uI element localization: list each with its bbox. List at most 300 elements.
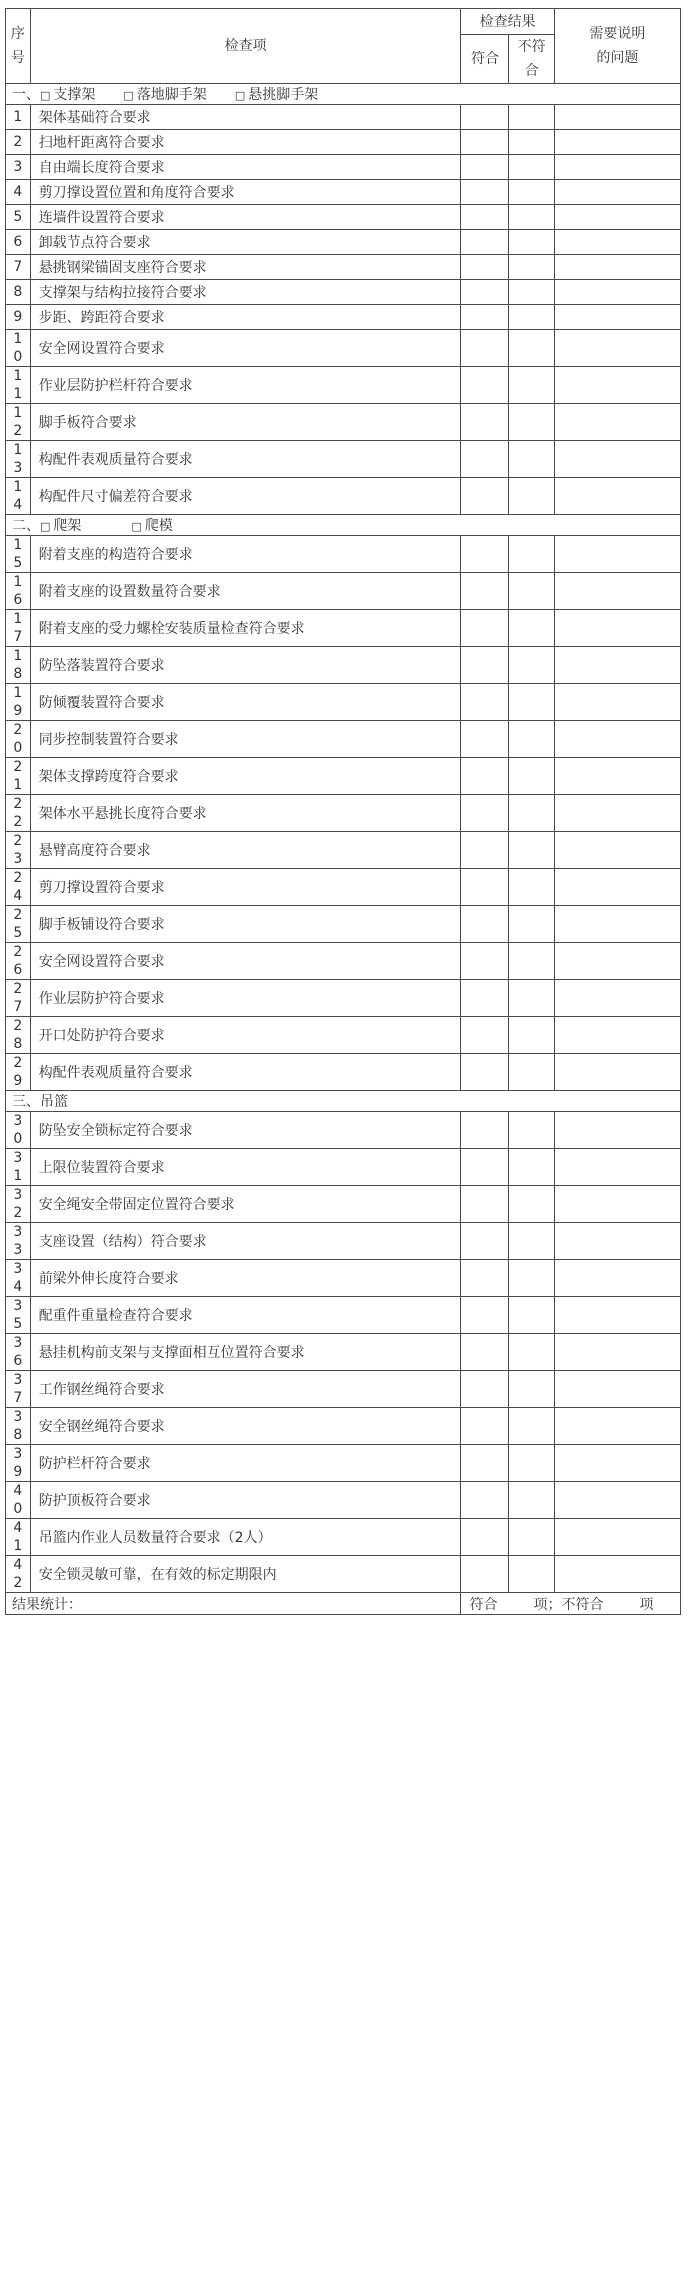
check-item-text: 作业层防护栏杆符合要求 [30, 367, 461, 404]
pass-cell-34[interactable] [461, 1260, 509, 1297]
row-number-digit: 3 [13, 1446, 23, 1462]
row-number-digit: 1 [13, 648, 23, 664]
row-number-digit: 6 [13, 592, 23, 608]
section-prefix: 一、 [12, 87, 40, 103]
table-row [6, 1556, 681, 1593]
row-number-digit: 2 [13, 870, 23, 886]
check-item-text: 构配件表观质量符合要求 [30, 1054, 461, 1091]
fail-cell-23[interactable] [509, 832, 554, 869]
row-number-digit: 9 [13, 309, 23, 325]
row-number-digit: 3 [13, 1261, 23, 1277]
check-item-text: 扫地杆距离符合要求 [30, 130, 461, 155]
fail-cell-8[interactable] [509, 280, 554, 305]
row-number [6, 1223, 31, 1260]
row-number [6, 441, 31, 478]
fail-cell-6[interactable] [509, 230, 554, 255]
checkbox-icon[interactable]: □ [234, 89, 246, 102]
check-item-text: 剪刀撑设置位置和角度符合要求 [30, 180, 461, 205]
notes-cell-23[interactable] [554, 832, 680, 869]
pass-cell-26[interactable] [461, 943, 509, 980]
row-number-digit: 8 [13, 666, 23, 682]
check-item-text: 架体水平悬挑长度符合要求 [30, 795, 461, 832]
notes-cell-2[interactable] [554, 130, 680, 155]
row-number-digit: 1 [13, 574, 23, 590]
check-item-text: 附着支座的受力螺栓安装质量检查符合要求 [30, 610, 461, 647]
row-number-digit: 1 [13, 1168, 23, 1184]
notes-cell-6[interactable] [554, 230, 680, 255]
pass-cell-36[interactable] [461, 1334, 509, 1371]
pass-cell-12[interactable] [461, 404, 509, 441]
row-number-digit: 1 [13, 777, 23, 793]
fail-cell-22[interactable] [509, 795, 554, 832]
pass-cell-7[interactable] [461, 255, 509, 280]
row-number-digit: 3 [13, 1335, 23, 1351]
checkbox-icon[interactable]: □ [123, 89, 134, 102]
notes-cell-14[interactable] [554, 478, 680, 515]
fail-cell-14[interactable] [509, 478, 554, 515]
fail-cell-30[interactable] [509, 1112, 554, 1149]
notes-cell-39[interactable] [554, 1445, 680, 1482]
row-number-digit: 1 [13, 479, 23, 495]
fail-cell-3[interactable] [509, 155, 554, 180]
notes-cell-16[interactable] [554, 573, 680, 610]
row-number-digit: 2 [13, 833, 23, 849]
fail-cell-36[interactable] [509, 1334, 554, 1371]
pass-cell-8[interactable] [461, 280, 509, 305]
notes-cell-25[interactable] [554, 906, 680, 943]
row-number-digit: 2 [13, 722, 23, 738]
row-number [6, 478, 31, 515]
row-number-digit: 0 [13, 1131, 23, 1147]
check-item-text: 安全钢丝绳符合要求 [30, 1408, 461, 1445]
row-number [6, 1408, 31, 1445]
row-number-digit: 5 [13, 555, 23, 571]
section-option[interactable] [131, 515, 172, 535]
row-number-digit: 1 [13, 1538, 23, 1554]
row-number-digit: 2 [13, 134, 23, 150]
check-item-text: 附着支座的设置数量符合要求 [30, 573, 461, 610]
pass-cell-19[interactable] [461, 684, 509, 721]
summary-label: 结果统计： [6, 1593, 461, 1615]
row-number-digit: 2 [13, 944, 23, 960]
row-number-digit: 3 [13, 1224, 23, 1240]
header-seq [6, 9, 31, 84]
fail-cell-29[interactable] [509, 1054, 554, 1091]
row-number-digit: 7 [13, 259, 23, 275]
table-row [6, 205, 681, 230]
pass-cell-27[interactable] [461, 980, 509, 1017]
row-number-digit: 3 [13, 1409, 23, 1425]
notes-cell-26[interactable] [554, 943, 680, 980]
check-item-text: 支撑架与结构拉接符合要求 [30, 280, 461, 305]
summary-pass-label: 符合 [469, 1596, 498, 1613]
table-row [6, 1260, 681, 1297]
section-option-label: 支撑架 [53, 87, 96, 103]
row-number-digit: 2 [13, 907, 23, 923]
fail-cell-27[interactable] [509, 980, 554, 1017]
table-row [6, 1482, 681, 1519]
row-number-digit: 1 [13, 611, 23, 627]
notes-cell-7[interactable] [554, 255, 680, 280]
row-number-digit: 7 [13, 629, 23, 645]
table-row [6, 906, 681, 943]
pass-cell-15[interactable] [461, 536, 509, 573]
pass-cell-20[interactable] [461, 721, 509, 758]
pass-cell-17[interactable] [461, 610, 509, 647]
table-row [6, 1186, 681, 1223]
fail-cell-15[interactable] [509, 536, 554, 573]
checkbox-icon[interactable]: □ [131, 520, 142, 533]
pass-cell-29[interactable] [461, 1054, 509, 1091]
fail-cell-31[interactable] [509, 1149, 554, 1186]
check-item-text: 作业层防护符合要求 [30, 980, 461, 1017]
table-row [6, 305, 681, 330]
fail-cell-35[interactable] [509, 1297, 554, 1334]
row-number [6, 105, 31, 130]
header-notes [554, 9, 680, 84]
row-number-digit: 2 [13, 1205, 23, 1221]
section-row-3 [6, 1091, 681, 1112]
row-number-digit: 3 [13, 460, 23, 476]
pass-cell-21[interactable] [461, 758, 509, 795]
fail-cell-42[interactable] [509, 1556, 554, 1593]
fail-cell-39[interactable] [509, 1445, 554, 1482]
notes-cell-3[interactable] [554, 155, 680, 180]
notes-cell-13[interactable] [554, 441, 680, 478]
fail-cell-1[interactable] [509, 105, 554, 130]
pass-cell-25[interactable] [461, 906, 509, 943]
row-number-digit: 1 [13, 386, 23, 402]
row-number-digit: 1 [13, 368, 23, 384]
row-number-digit: 3 [13, 1372, 23, 1388]
pass-cell-41[interactable] [461, 1519, 509, 1556]
table-row [6, 980, 681, 1017]
row-number [6, 869, 31, 906]
fail-cell-41[interactable] [509, 1519, 554, 1556]
notes-cell-8[interactable] [554, 280, 680, 305]
pass-cell-31[interactable] [461, 1149, 509, 1186]
fail-cell-19[interactable] [509, 684, 554, 721]
row-number [6, 280, 31, 305]
check-item-text: 构配件尺寸偏差符合要求 [30, 478, 461, 515]
table-row [6, 573, 681, 610]
fail-cell-37[interactable] [509, 1371, 554, 1408]
pass-cell-10[interactable] [461, 330, 509, 367]
notes-cell-40[interactable] [554, 1482, 680, 1519]
checkbox-icon[interactable]: □ [40, 520, 51, 533]
notes-cell-36[interactable] [554, 1334, 680, 1371]
table-row [6, 478, 681, 515]
table-row [6, 130, 681, 155]
table-row [6, 832, 681, 869]
check-item-text: 卸载节点符合要求 [30, 230, 461, 255]
row-number [6, 536, 31, 573]
notes-cell-9[interactable] [554, 305, 680, 330]
header-row-top [6, 9, 681, 35]
row-number-digit: 3 [13, 1187, 23, 1203]
fail-cell-2[interactable] [509, 130, 554, 155]
notes-cell-37[interactable] [554, 1371, 680, 1408]
notes-cell-17[interactable] [554, 610, 680, 647]
pass-cell-11[interactable] [461, 367, 509, 404]
row-number-digit: 8 [13, 284, 23, 300]
pass-cell-37[interactable] [461, 1371, 509, 1408]
row-number-digit: 3 [13, 159, 23, 175]
row-number-digit: 4 [13, 888, 23, 904]
pass-cell-28[interactable] [461, 1017, 509, 1054]
fail-cell-5[interactable] [509, 205, 554, 230]
check-item-text: 连墙件设置符合要求 [30, 205, 461, 230]
pass-cell-18[interactable] [461, 647, 509, 684]
check-item-text: 脚手板铺设符合要求 [30, 906, 461, 943]
fail-cell-11[interactable] [509, 367, 554, 404]
table-row [6, 1112, 681, 1149]
summary-fail-label: 项；不符合 [533, 1596, 604, 1613]
pass-cell-32[interactable] [461, 1186, 509, 1223]
notes-cell-33[interactable] [554, 1223, 680, 1260]
row-number-digit: 8 [13, 1036, 23, 1052]
notes-cell-21[interactable] [554, 758, 680, 795]
row-number [6, 155, 31, 180]
row-number [6, 1112, 31, 1149]
table-row [6, 721, 681, 758]
check-item-text: 架体支撑跨度符合要求 [30, 758, 461, 795]
pass-cell-2[interactable] [461, 130, 509, 155]
fail-cell-9[interactable] [509, 305, 554, 330]
notes-cell-31[interactable] [554, 1149, 680, 1186]
check-item-text: 防坠安全锁标定符合要求 [30, 1112, 461, 1149]
section-option-label: 爬模 [144, 518, 173, 534]
summary-row [6, 1593, 681, 1615]
fail-cell-26[interactable] [509, 943, 554, 980]
check-item-text: 开口处防护符合要求 [30, 1017, 461, 1054]
row-number [6, 721, 31, 758]
notes-cell-28[interactable] [554, 1017, 680, 1054]
row-number-digit: 4 [13, 1557, 23, 1573]
pass-cell-5[interactable] [461, 205, 509, 230]
fail-cell-12[interactable] [509, 404, 554, 441]
table-row [6, 536, 681, 573]
section-option-label: 爬架 [53, 518, 82, 534]
row-number-digit: 3 [13, 1113, 23, 1129]
fail-cell-7[interactable] [509, 255, 554, 280]
notes-cell-18[interactable] [554, 647, 680, 684]
table-row [6, 1223, 681, 1260]
table-row [6, 869, 681, 906]
check-item-text: 同步控制装置符合要求 [30, 721, 461, 758]
fail-cell-10[interactable] [509, 330, 554, 367]
check-item-text: 安全网设置符合要求 [30, 943, 461, 980]
check-item-text: 安全网设置符合要求 [30, 330, 461, 367]
fail-cell-20[interactable] [509, 721, 554, 758]
pass-cell-30[interactable] [461, 1112, 509, 1149]
fail-cell-32[interactable] [509, 1186, 554, 1223]
row-number-digit: 3 [13, 1242, 23, 1258]
row-number-digit: 1 [13, 685, 23, 701]
section-option-label: 落地脚手架 [136, 87, 207, 103]
pass-cell-9[interactable] [461, 305, 509, 330]
pass-cell-33[interactable] [461, 1223, 509, 1260]
notes-cell-41[interactable] [554, 1519, 680, 1556]
notes-cell-35[interactable] [554, 1297, 680, 1334]
pass-cell-23[interactable] [461, 832, 509, 869]
row-number-digit: 6 [13, 962, 23, 978]
section-title-1 [6, 84, 681, 105]
fail-cell-28[interactable] [509, 1017, 554, 1054]
row-number-digit: 4 [13, 497, 23, 513]
pass-cell-22[interactable] [461, 795, 509, 832]
row-number-digit: 4 [13, 1279, 23, 1295]
notes-cell-19[interactable] [554, 684, 680, 721]
row-number-digit: 2 [13, 1018, 23, 1034]
row-number [6, 305, 31, 330]
fail-cell-18[interactable] [509, 647, 554, 684]
section-title-2 [6, 515, 681, 536]
table-row [6, 943, 681, 980]
pass-cell-13[interactable] [461, 441, 509, 478]
fail-cell-34[interactable] [509, 1260, 554, 1297]
notes-cell-5[interactable] [554, 205, 680, 230]
fail-cell-4[interactable] [509, 180, 554, 205]
check-item-text: 支座设置（结构）符合要求 [30, 1223, 461, 1260]
row-number [6, 130, 31, 155]
check-item-text: 配重件重量检查符合要求 [30, 1297, 461, 1334]
notes-cell-22[interactable] [554, 795, 680, 832]
notes-cell-15[interactable] [554, 536, 680, 573]
notes-cell-29[interactable] [554, 1054, 680, 1091]
notes-cell-30[interactable] [554, 1112, 680, 1149]
section-option[interactable] [40, 515, 81, 535]
fail-cell-40[interactable] [509, 1482, 554, 1519]
row-number-digit: 3 [13, 851, 23, 867]
pass-cell-24[interactable] [461, 869, 509, 906]
row-number-digit: 1 [13, 331, 23, 347]
fail-cell-24[interactable] [509, 869, 554, 906]
pass-cell-6[interactable] [461, 230, 509, 255]
pass-cell-40[interactable] [461, 1482, 509, 1519]
header-result: 检查结果 [461, 9, 554, 35]
notes-cell-1[interactable] [554, 105, 680, 130]
check-item-text: 防护顶板符合要求 [30, 1482, 461, 1519]
fail-cell-17[interactable] [509, 610, 554, 647]
notes-cell-38[interactable] [554, 1408, 680, 1445]
header-pass: 符合 [461, 35, 509, 84]
notes-cell-24[interactable] [554, 869, 680, 906]
notes-cell-27[interactable] [554, 980, 680, 1017]
pass-cell-42[interactable] [461, 1556, 509, 1593]
table-row [6, 367, 681, 404]
summary-unit: 项 [639, 1596, 654, 1613]
row-number-digit: 4 [13, 1483, 23, 1499]
fail-cell-38[interactable] [509, 1408, 554, 1445]
row-number [6, 255, 31, 280]
pass-cell-14[interactable] [461, 478, 509, 515]
row-number [6, 205, 31, 230]
table-row [6, 610, 681, 647]
pass-cell-1[interactable] [461, 105, 509, 130]
pass-cell-38[interactable] [461, 1408, 509, 1445]
pass-cell-3[interactable] [461, 155, 509, 180]
pass-cell-16[interactable] [461, 573, 509, 610]
row-number-digit: 6 [13, 234, 23, 250]
row-number [6, 1519, 31, 1556]
header-fail [509, 35, 554, 84]
section-prefix: 二、 [12, 518, 40, 534]
fail-cell-33[interactable] [509, 1223, 554, 1260]
notes-cell-4[interactable] [554, 180, 680, 205]
table-row [6, 230, 681, 255]
row-number-digit: 4 [13, 1520, 23, 1536]
section-option[interactable] [235, 84, 318, 104]
table-row [6, 404, 681, 441]
row-number-digit: 9 [13, 1073, 23, 1089]
notes-cell-11[interactable] [554, 367, 680, 404]
row-number [6, 404, 31, 441]
table-row [6, 1054, 681, 1091]
header-seq-char-1: 序 [10, 26, 25, 42]
section-option-label: 悬挑脚手架 [248, 87, 319, 103]
check-item-text: 前梁外伸长度符合要求 [30, 1260, 461, 1297]
pass-cell-4[interactable] [461, 180, 509, 205]
notes-cell-42[interactable] [554, 1556, 680, 1593]
notes-cell-32[interactable] [554, 1186, 680, 1223]
notes-cell-20[interactable] [554, 721, 680, 758]
fail-cell-13[interactable] [509, 441, 554, 478]
row-number [6, 647, 31, 684]
row-number-digit: 0 [13, 1501, 23, 1517]
check-item-text: 悬臂高度符合要求 [30, 832, 461, 869]
row-number [6, 1260, 31, 1297]
check-item-text: 吊篮内作业人员数量符合要求（2人） [30, 1519, 461, 1556]
fail-cell-21[interactable] [509, 758, 554, 795]
notes-cell-10[interactable] [554, 330, 680, 367]
section-title-3 [6, 1091, 681, 1112]
pass-cell-35[interactable] [461, 1297, 509, 1334]
pass-cell-39[interactable] [461, 1445, 509, 1482]
row-number-digit: 2 [13, 1575, 23, 1591]
row-number [6, 1371, 31, 1408]
notes-cell-12[interactable] [554, 404, 680, 441]
row-number-digit: 0 [13, 740, 23, 756]
table-row [6, 795, 681, 832]
fail-cell-16[interactable] [509, 573, 554, 610]
row-number-digit: 2 [13, 981, 23, 997]
row-number-digit: 2 [13, 796, 23, 812]
row-number [6, 684, 31, 721]
row-number-digit: 8 [13, 1427, 23, 1443]
check-item-text: 工作钢丝绳符合要求 [30, 1371, 461, 1408]
row-number-digit: 6 [13, 1353, 23, 1369]
row-number [6, 1017, 31, 1054]
checkbox-icon[interactable]: □ [40, 89, 51, 102]
section-option[interactable] [123, 84, 206, 104]
row-number-digit: 0 [13, 349, 23, 365]
row-number-digit: 3 [13, 1298, 23, 1314]
header-fail-line-1: 不符 [517, 39, 546, 55]
row-number-digit: 1 [13, 537, 23, 553]
row-number-digit: 2 [13, 1055, 23, 1071]
row-number-digit: 2 [13, 759, 23, 775]
notes-cell-34[interactable] [554, 1260, 680, 1297]
check-item-text: 架体基础符合要求 [30, 105, 461, 130]
fail-cell-25[interactable] [509, 906, 554, 943]
header-notes-line-1: 需要说明 [589, 26, 646, 42]
check-item-text: 构配件表观质量符合要求 [30, 441, 461, 478]
section-option[interactable] [40, 84, 95, 104]
row-number-digit: 5 [13, 1316, 23, 1332]
row-number-digit: 2 [13, 814, 23, 830]
check-item-text: 步距、跨距符合要求 [30, 305, 461, 330]
